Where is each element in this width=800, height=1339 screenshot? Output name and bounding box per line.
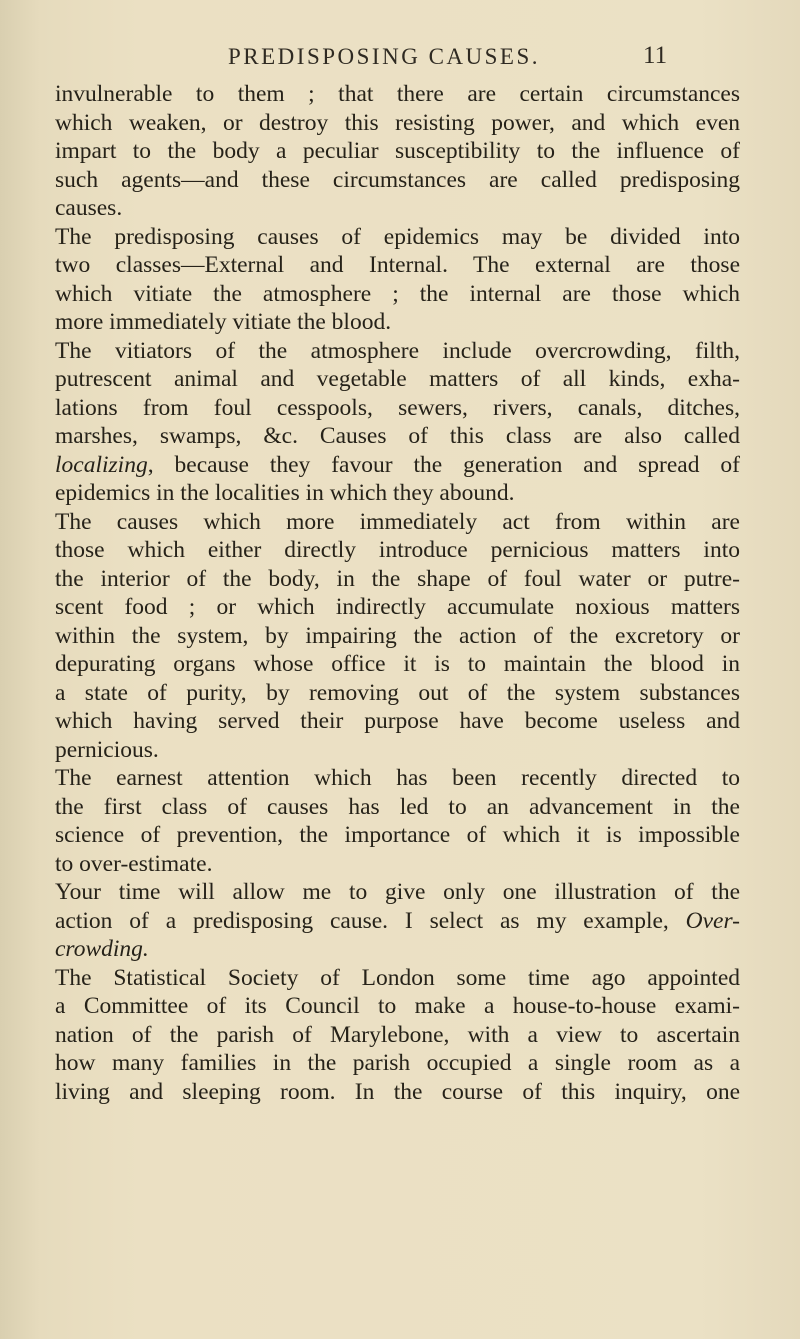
text-line: causes.	[55, 195, 123, 221]
text-line: lations from foul cesspools, sewers, rivers, canals, ditches,	[55, 394, 740, 421]
text-line: invulnerable to them ; that there are certain circumstances	[55, 81, 740, 107]
page-header	[0, 44, 800, 84]
text-line: to over-estimate.	[55, 850, 213, 877]
page-number: 11	[643, 42, 668, 69]
text-line: pernicious.	[55, 736, 159, 763]
text-line: marshes, swamps, &c. Causes of this class are also called	[55, 423, 740, 449]
running-head: PREDISPOSING CAUSES.	[228, 44, 541, 69]
text-line: which weaken, or destroy this resisting power, and which even	[55, 109, 740, 136]
text-line: localizing, because they favour the generation and spread of	[55, 451, 740, 478]
text-line: how many families in the parish occupied a single room as a	[55, 1050, 740, 1076]
text-line: depurating organs whose office it is to maintain the blood in	[55, 651, 740, 677]
text-line: epidemics in the localities in which they abound.	[55, 480, 515, 506]
text-line: The vitiators of the atmosphere include overcrowding, filth,	[55, 337, 740, 364]
text-line: living and sleeping room. In the course of this inquiry, one	[55, 1078, 740, 1105]
text-line: those which either directly introduce pernicious matters into	[55, 537, 740, 563]
text-line: The earnest attention which has been recently directed to	[55, 765, 740, 791]
text-line: which having served their purpose have become useless and	[55, 708, 740, 734]
text-line: a Committee of its Council to make a house-to-house exami-	[55, 993, 740, 1019]
text-line: more immediately vitiate the blood.	[55, 309, 392, 335]
text-line: such agents—and these circumstances are called predisposing	[55, 166, 740, 193]
text-line: action of a predisposing cause. I select as my example, Over-	[55, 907, 740, 934]
text-line: within the system, by impairing the action of the excretory or	[55, 622, 740, 649]
text-line: science of prevention, the importance of which it is impossible	[55, 822, 740, 848]
text-line: the interior of the body, in the shape of foul water or putre-	[55, 565, 740, 592]
text-line: scent food ; or which indirectly accumulate noxious matters	[55, 594, 740, 620]
body-text	[55, 80, 740, 1106]
text-line: The predisposing causes of epidemics may be divided into	[55, 223, 740, 250]
text-line: nation of the parish of Marylebone, with a view to ascertain	[55, 1021, 740, 1048]
text-line: The Statistical Society of London some time ago appointed	[55, 964, 740, 991]
text-line: The causes which more immediately act from within are	[55, 508, 740, 535]
text-line: which vitiate the atmosphere ; the internal are those which	[55, 280, 740, 307]
text-line: Your time will allow me to give only one illustration of the	[55, 879, 740, 905]
text-line: crowding.	[55, 936, 149, 962]
text-line: impart to the body a peculiar susceptibility to the influence of	[55, 138, 740, 164]
text-line: two classes—External and Internal. The external are those	[55, 252, 740, 278]
text-line: a state of purity, by removing out of the system substances	[55, 679, 740, 706]
text-line: putrescent animal and vegetable matters of all kinds, exha-	[55, 366, 740, 392]
text-line: the first class of causes has led to an advancement in the	[55, 793, 740, 820]
